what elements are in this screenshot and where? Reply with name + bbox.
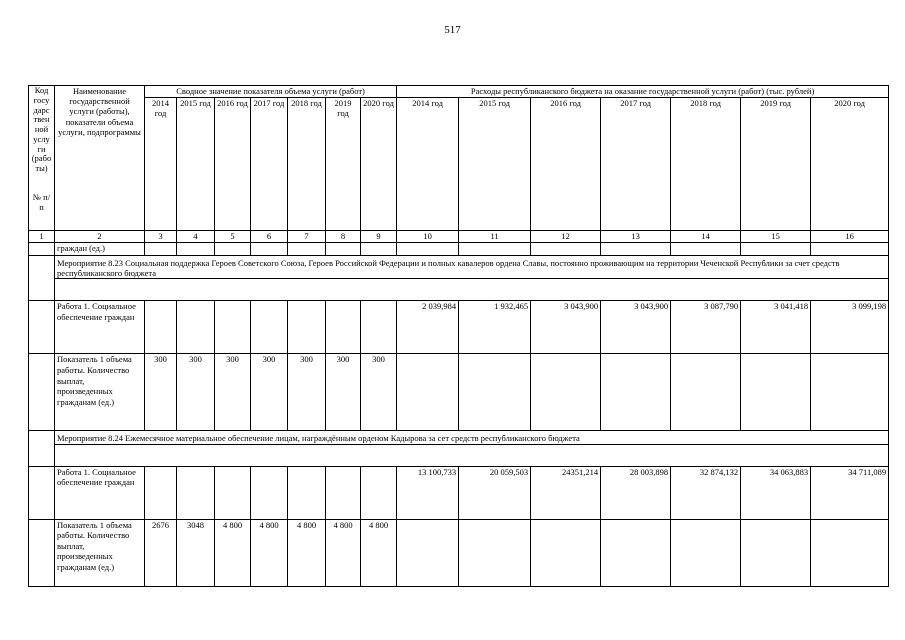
table-row — [29, 354, 889, 431]
expense-cell: 1 932,465 — [459, 301, 531, 354]
measure-row — [29, 256, 889, 279]
column-number: 6 — [251, 231, 288, 243]
expense-year-header: 2019 год — [741, 98, 811, 231]
column-number: 16 — [811, 231, 889, 243]
volume-cell: 300 — [177, 354, 215, 431]
volume-year-header: 2014 год — [145, 98, 177, 231]
row-label: Работа 1. Социальное обеспечение граждан — [55, 301, 145, 354]
column-number: 10 — [397, 231, 459, 243]
table-row — [29, 243, 889, 256]
column-number: 15 — [741, 231, 811, 243]
column-number: 4 — [177, 231, 215, 243]
column-number: 5 — [215, 231, 251, 243]
expense-cell: 28 003,898 — [601, 466, 671, 519]
expense-cell: 3 087,790 — [671, 301, 741, 354]
volume-cell: 3048 — [177, 519, 215, 586]
volume-cell: 300 — [288, 354, 326, 431]
volume-year-header: 2015 год — [177, 98, 215, 231]
expense-cell: 34 063,883 — [741, 466, 811, 519]
header-group-row — [29, 86, 889, 98]
expense-cell: 20 059,503 — [459, 466, 531, 519]
volume-cell: 300 — [251, 354, 288, 431]
name-column-header: Наименование государственной услуги (работы), показатели объема услуги, подпрограммы — [55, 86, 145, 231]
expense-cell: 2 039,984 — [397, 301, 459, 354]
column-number: 1 — [29, 231, 55, 243]
column-number: 13 — [601, 231, 671, 243]
column-number: 14 — [671, 231, 741, 243]
expense-group-header: Расходы республиканского бюджета на оказание государственной услуги (работ) (тыс. рублей) — [397, 86, 889, 98]
volume-cell: 300 — [215, 354, 251, 431]
measure-row-spacer — [29, 444, 889, 466]
expense-cell: 3 043,900 — [601, 301, 671, 354]
volume-cell: 4 800 — [326, 519, 361, 586]
column-number: 3 — [145, 231, 177, 243]
expense-year-header: 2014 год — [397, 98, 459, 231]
measure-description: Мероприятие 8.24 Ежемесячное материальное обеспечение лицам, награждённым орденом Кадырова за сет средств республиканского бюджета — [55, 431, 889, 444]
row-label: Показатель 1 объема работы. Количество выплат, произведенных гражданам (ед.) — [55, 354, 145, 431]
budget-table — [28, 85, 889, 587]
expense-year-header: 2015 год — [459, 98, 531, 231]
table-row — [29, 466, 889, 519]
volume-cell: 4 800 — [288, 519, 326, 586]
expense-cell: 32 874,132 — [671, 466, 741, 519]
column-number: 8 — [326, 231, 361, 243]
volume-cell: 4 800 — [361, 519, 397, 586]
code-label: Код госу дарс твен ной услу ги (рабо ты) — [31, 85, 52, 174]
expense-year-header: 2017 год — [601, 98, 671, 231]
number-label: № п/п — [32, 192, 51, 213]
expense-cell: 3 043,900 — [531, 301, 601, 354]
expense-year-header: 2020 год — [811, 98, 889, 231]
page-number: 517 — [444, 24, 461, 36]
volume-cell: 300 — [145, 354, 177, 431]
column-number: 11 — [459, 231, 531, 243]
row-label: граждан (ед.) — [55, 243, 145, 256]
expense-cell: 3 041,418 — [741, 301, 811, 354]
measure-row — [29, 431, 889, 444]
table-row — [29, 301, 889, 354]
column-number-row — [29, 231, 889, 243]
volume-year-header: 2018 год — [288, 98, 326, 231]
header-years-row — [29, 98, 889, 231]
volume-year-header: 2020 год — [361, 98, 397, 231]
volume-cell: 4 800 — [215, 519, 251, 586]
table-row — [29, 519, 889, 586]
volume-group-header: Сводное значение показателя объема услуги (работ) — [145, 86, 397, 98]
volume-year-header: 2017 год — [251, 98, 288, 231]
expense-cell: 34 711,089 — [811, 466, 889, 519]
measure-description: Мероприятие 8.23 Социальная поддержка Героев Советского Союза, Героев Российской Федерации и полных кавалеров ордена Славы, постоянно проживающим на территории Чеченской Республики за счет средств республиканского бюджета — [55, 256, 889, 279]
volume-year-header: 2019 год — [326, 98, 361, 231]
row-label: Работа 1. Социальное обеспечение граждан — [55, 466, 145, 519]
expense-year-header: 2016 год — [531, 98, 601, 231]
expense-year-header: 2018 год — [671, 98, 741, 231]
column-number: 9 — [361, 231, 397, 243]
volume-cell: 300 — [361, 354, 397, 431]
expense-cell: 24351,214 — [531, 466, 601, 519]
column-number: 7 — [288, 231, 326, 243]
expense-cell: 13 100,733 — [397, 466, 459, 519]
volume-year-header: 2016 год — [215, 98, 251, 231]
volume-cell: 300 — [326, 354, 361, 431]
volume-cell: 4 800 — [251, 519, 288, 586]
volume-cell: 2676 — [145, 519, 177, 586]
column-number: 12 — [531, 231, 601, 243]
measure-row-spacer — [29, 279, 889, 301]
expense-cell: 3 099,198 — [811, 301, 889, 354]
row-label: Показатель 1 объема работы. Количество выплат, произведенных гражданам (ед.) — [55, 519, 145, 586]
code-column-header — [29, 86, 55, 231]
column-number: 2 — [55, 231, 145, 243]
